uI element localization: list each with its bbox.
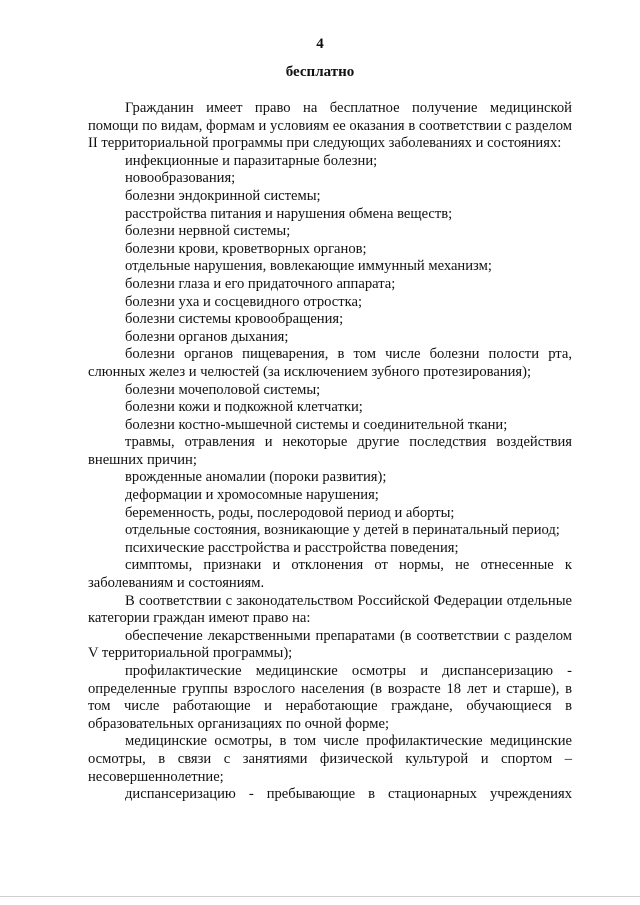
document-body [88, 100, 572, 804]
disease-list-item: болезни кожи и подкожной клетчатки; [125, 399, 363, 416]
disease-list-item: болезни органов дыхания; [125, 328, 289, 345]
disease-list-item: отдельные нарушения, вовлекающие иммунный механизм; [125, 258, 492, 275]
disease-list-item: болезни уха и сосцевидного отростка; [125, 293, 363, 310]
disease-list-item: врожденные аномалии (пороки развития); [125, 469, 387, 486]
disease-list-item: болезни глаза и его придаточного аппарата; [125, 275, 396, 292]
disease-list-item: болезни системы кровообращения; [125, 311, 344, 328]
disease-list-item: симптомы, признаки и отклонения от нормы, не отнесенные к заболеваниям и состояниям. [88, 557, 572, 592]
category-list-item: медицинские осмотры, в том числе профилактические медицинские осмотры, в связи с занятиями физической культурой и спортом – несовершеннолетние; [88, 733, 572, 785]
intro-paragraph: Гражданин имеет право на бесплатное получение медицинской помощи по видам, формам и условиям ее оказания в соответствии с разделом II территориальной программы при следующих заболеваниях и состояниях: [88, 100, 572, 152]
disease-list-item: болезни органов пищеварения, в том числе болезни полости рта, слюнных желез и челюстей (за исключением зубного протезирования); [88, 346, 572, 380]
disease-list-item: отдельные состояния, возникающие у детей в перинатальный период; [125, 522, 560, 539]
disease-list-item: расстройства питания и нарушения обмена веществ; [125, 205, 453, 222]
disease-list-item: беременность, роды, послеродовой период и аборты; [125, 504, 455, 521]
page-bottom-edge [0, 896, 640, 897]
disease-list-item: болезни костно-мышечной системы и соединительной ткани; [125, 416, 508, 433]
disease-list-item: деформации и хромосомные нарушения; [125, 487, 379, 504]
category-list-item: профилактические медицинские осмотры и диспансеризацию - определенные группы взрослого населения (в возрасте 18 лет и старше), в том числе работающие и неработающие граждане, обучающиеся в образовательных организациях по очной форме; [88, 663, 572, 732]
page-number: 4 [316, 36, 324, 52]
disease-list-item: травмы, отравления и некоторые другие последствия воздействия внешних причин; [88, 434, 572, 468]
disease-list-item: инфекционные и паразитарные болезни; [125, 152, 378, 169]
disease-list-item: болезни нервной системы; [125, 223, 291, 240]
disease-list-item: болезни эндокринной системы; [125, 187, 321, 204]
category-list-item: обеспечение лекарственными препаратами (в соответствии с разделом V территориальной программы); [88, 627, 572, 662]
disease-list-item: новообразования; [125, 170, 236, 187]
disease-list-item: психические расстройства и расстройства поведения; [125, 539, 459, 556]
disease-list-item: болезни мочеполовой системы; [125, 381, 321, 398]
categories-intro-paragraph: В соответствии с законодательством Российской Федерации отдельные категории граждан имеют право на: [88, 592, 572, 627]
disease-list-item: болезни крови, кроветворных органов; [125, 240, 367, 257]
category-list-item: диспансеризацию - пребывающие в стационарных учреждениях [125, 786, 572, 803]
page-title: бесплатно [285, 64, 355, 80]
